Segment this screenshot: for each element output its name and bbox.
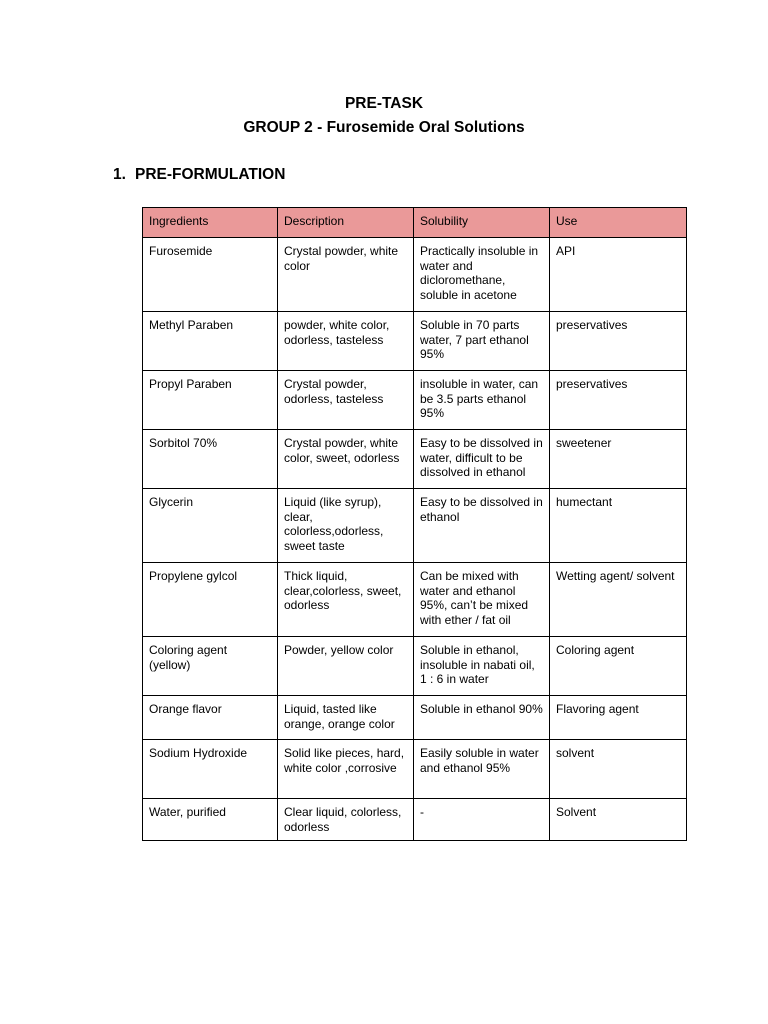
description-cell: Solid like pieces, hard, white color ,corrosive	[278, 740, 414, 799]
description-cell: Crystal powder, white color, sweet, odorless	[278, 430, 414, 489]
description-cell: Liquid (like syrup), clear, colorless,odorless, sweet taste	[278, 489, 414, 563]
description-cell: Crystal powder, odorless, tasteless	[278, 371, 414, 430]
use-cell: API	[550, 238, 687, 312]
description-cell: Thick liquid, clear,colorless, sweet, odorless	[278, 563, 414, 637]
section-heading	[113, 166, 285, 184]
description-cell: Powder, yellow color	[278, 637, 414, 696]
ingredient-cell: Coloring agent (yellow)	[143, 637, 278, 696]
column-header-use: Use	[550, 208, 687, 238]
use-cell: preservatives	[550, 312, 687, 371]
section-heading-text: PRE-FORMULATION	[135, 166, 286, 183]
column-header-solubility: Solubility	[414, 208, 550, 238]
use-cell: sweetener	[550, 430, 687, 489]
solubility-cell: Can be mixed with water and ethanol 95%, can’t be mixed with ether / fat oil	[414, 563, 550, 637]
table-row	[143, 740, 687, 799]
solubility-cell: Easily soluble in water and ethanol 95%	[414, 740, 550, 799]
solubility-cell: Practically insoluble in water and dicloromethane, soluble in acetone	[414, 238, 550, 312]
table-row	[143, 489, 687, 563]
table-row	[143, 430, 687, 489]
ingredients-table	[142, 207, 687, 841]
solubility-cell: insoluble in water, can be 3.5 parts ethanol 95%	[414, 371, 550, 430]
table-row	[143, 371, 687, 430]
section-number: 1.	[113, 166, 126, 183]
ingredient-cell: Methyl Paraben	[143, 312, 278, 371]
table-row	[143, 637, 687, 696]
use-cell: solvent	[550, 740, 687, 799]
table-row	[143, 238, 687, 312]
ingredient-cell: Furosemide	[143, 238, 278, 312]
ingredient-cell: Sodium Hydroxide	[143, 740, 278, 799]
column-header-ingredients: Ingredients	[143, 208, 278, 238]
table-row	[143, 563, 687, 637]
table-row	[143, 696, 687, 740]
description-cell: powder, white color, odorless, tasteless	[278, 312, 414, 371]
ingredient-cell: Propylene gylcol	[143, 563, 278, 637]
description-cell: Crystal powder, white color	[278, 238, 414, 312]
ingredient-cell: Water, purified	[143, 799, 278, 841]
table-row	[143, 312, 687, 371]
use-cell: Flavoring agent	[550, 696, 687, 740]
table-header-row	[143, 208, 687, 238]
column-header-description: Description	[278, 208, 414, 238]
page-title: PRE-TASK	[344, 95, 424, 112]
ingredient-cell: Glycerin	[143, 489, 278, 563]
page-subtitle: GROUP 2 - Furosemide Oral Solutions	[243, 119, 525, 136]
use-cell: Coloring agent	[550, 637, 687, 696]
solubility-cell: Easy to be dissolved in water, difficult to be dissolved in ethanol	[414, 430, 550, 489]
use-cell: Wetting agent/ solvent	[550, 563, 687, 637]
solubility-cell: Easy to be dissolved in ethanol	[414, 489, 550, 563]
solubility-cell: -	[414, 799, 550, 841]
description-cell: Clear liquid, colorless, odorless	[278, 799, 414, 841]
solubility-cell: Soluble in ethanol 90%	[414, 696, 550, 740]
ingredient-cell: Orange flavor	[143, 696, 278, 740]
ingredient-cell: Propyl Paraben	[143, 371, 278, 430]
solubility-cell: Soluble in ethanol, insoluble in nabati oil, 1 : 6 in water	[414, 637, 550, 696]
solubility-cell: Soluble in 70 parts water, 7 part ethanol 95%	[414, 312, 550, 371]
use-cell: preservatives	[550, 371, 687, 430]
use-cell: Solvent	[550, 799, 687, 841]
ingredient-cell: Sorbitol 70%	[143, 430, 278, 489]
table-row	[143, 799, 687, 841]
description-cell: Liquid, tasted like orange, orange color	[278, 696, 414, 740]
use-cell: humectant	[550, 489, 687, 563]
